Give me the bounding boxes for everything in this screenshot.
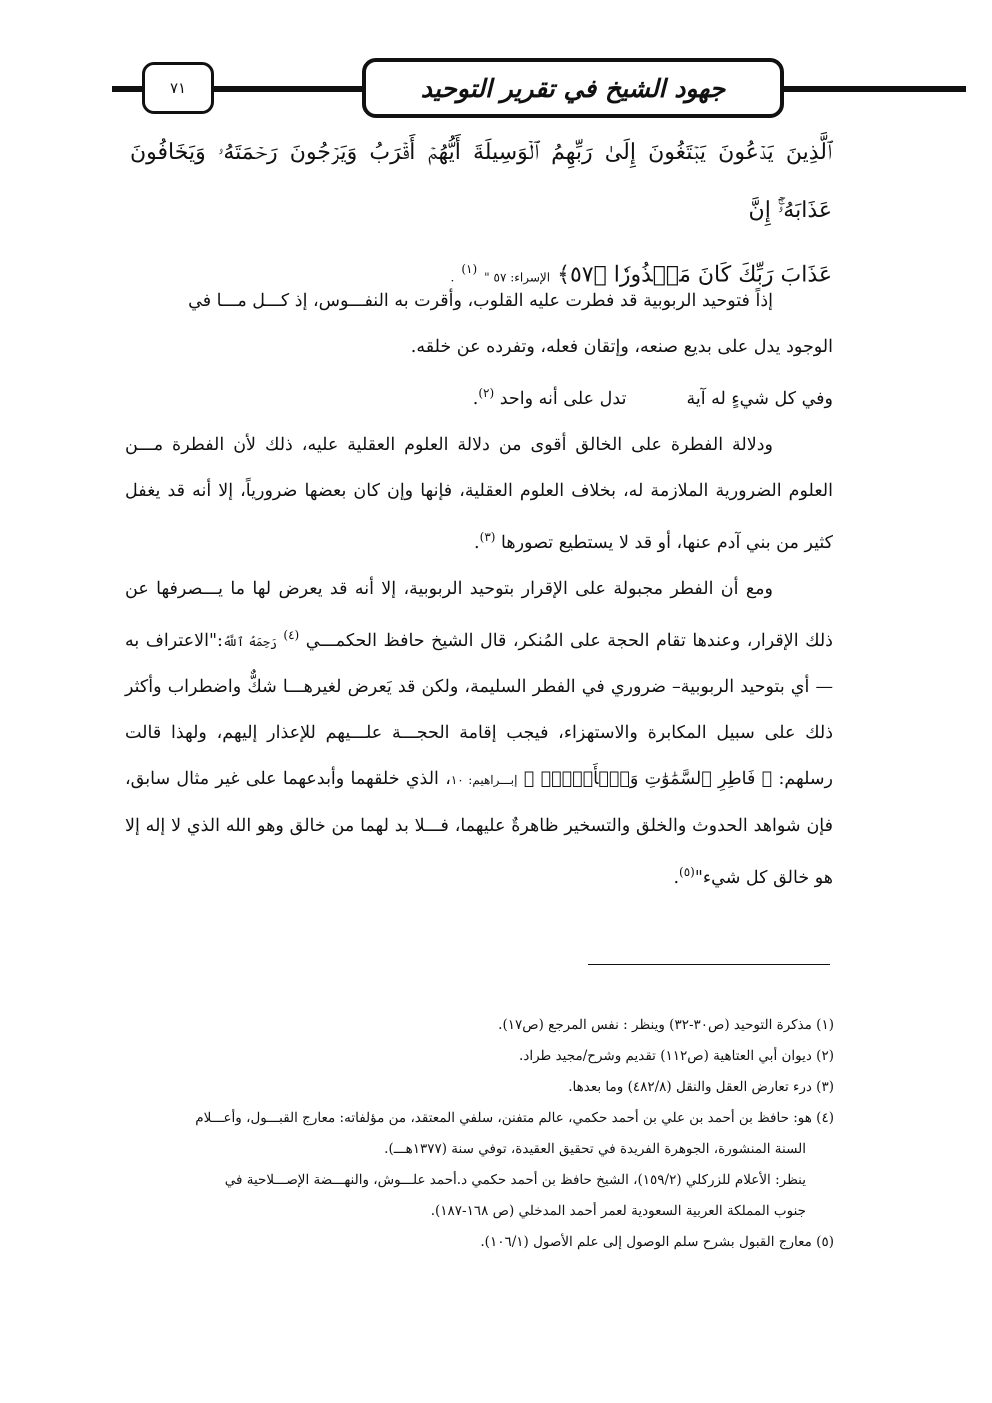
footnote-mark-1: (١)	[461, 262, 478, 276]
footnote-separator	[588, 964, 830, 965]
verse-line-2-text: عَذَابَ رَبِّكَ كَانَ مَحۡذُورٗا ﴿٥٧﴾	[557, 262, 832, 288]
footnote-4-line-3: ينظر: الأعلام للزركلي (١٥٩/٢)، الشيخ حافظ بن أحمد حكمي د.أحمد علـــوش، والنهـــضة الإصـــلاحية في	[224, 1172, 806, 1188]
paragraph-4-text-1: ومع أن الفطر مجبولة على الإقرار بتوحيد الربوبية، إلا أنه قد يعرض لها ما يـــصرفها عن ذلك الإقرار، وعندها تقام الحجة على المُنكر، قال الشيخ حافظ الحكمـــي	[125, 578, 833, 651]
body-text	[125, 278, 833, 901]
paragraph-4	[125, 566, 833, 902]
poem-hemistich-1: وفي كل شيءٍ له آية	[686, 388, 833, 409]
poem-line: وفي كل شيءٍ له آيةتدل على أنه واحد $^{(٢)}$.	[472, 386, 833, 409]
paragraph-1-line-2: الوجود يدل على بديع صنعه، وإتقان فعله، وتفرده عن خلقه.	[410, 337, 833, 357]
inline-verse-reference: إبـــراهيم: ١٠	[450, 773, 518, 788]
footnote-5: (٥) معارج القبول بشرح سلم الوصول إلى علم الأصول (١٠٦/١).	[480, 1234, 834, 1250]
paragraph-4-text-3: ، الذي خلقهما وأبدعهما على غير مثال سابق، فإن شواهد الحدوث والخلق والتسخير ظاهرةٌ عليهما، فـــلا بد لهما من خالق وهو الله الذي لا إله إلا هو خالق كل شيء"	[125, 769, 833, 889]
footnote-4-line-2: السنة المنشورة، الجوهرة الفريدة في تحقيق العقيدة، توفي سنة (١٣٧٧هـــ).	[384, 1141, 806, 1157]
paragraph-1-line-1: إذاً فتوحيد الربوبية قد فطرت عليه القلوب، وأقرت به النفـــوس، إذ كـــل مـــا في	[188, 291, 773, 311]
page-number: ٧١	[142, 62, 214, 114]
header-rule-middle	[214, 86, 362, 92]
honorific: رَحِمَهُ ٱللَّهُ	[222, 634, 277, 649]
poem-hemistich-2: تدل على أنه واحد	[499, 388, 627, 409]
footnote-mark-2: (٢)	[478, 386, 495, 400]
footnote-1: (١) مذكرة التوحيد (ص٣٠-٣٢) وينظر : نفس المرجع (ص١٧).	[498, 1017, 834, 1033]
footnote-3: (٣) درء تعارض العقل والنقل (٤٨٢/٨) وما بعدها.	[568, 1079, 834, 1095]
footnote-mark-3: (٣)	[479, 529, 496, 544]
paragraph-4-end: .	[673, 868, 680, 889]
footnote-2: (٢) ديوان أبي العتاهية (ص١١٢) تقديم وشرح/مجيد طراد.	[519, 1048, 834, 1064]
header-rule-left	[112, 86, 142, 92]
paragraph-4-text-2: :"الاعتراف به — أي بتوحيد الربوبية– ضروري في الفطر السليمة، ولكن قد يَعرض لغيرهـــا شكٌّ واضطراب وأكثر ذلك على سبيل المكابرة والاستهزاء، فيجب إقامة الحجـــة علـــيهم للإعذار إليهم، ولهذا قالت رسلهم:	[125, 630, 833, 790]
inline-verse: ﴿ فَاطِرِ ٱلسَّمَٰوَٰتِ وَٱلۡأَرۡضِۖ ﴾	[523, 769, 773, 790]
footnote-4-line-1: (٤) هو: حافظ بن أحمد بن علي بن أحمد حكمي، عالم متفنن، سلفي المعتقد، من مؤلفاته: معارج القبـــول، وأعـــلام	[195, 1110, 834, 1126]
footnote-4-line-4: جنوب المملكة العربية السعودية لعمر أحمد المدخلي (ص ١٦٨-١٨٧).	[430, 1203, 806, 1219]
running-title: جهود الشيخ في تقرير التوحيد	[362, 58, 784, 118]
verse-reference: الإسراء: ٥٧ "	[484, 270, 551, 285]
verse-end: .	[450, 270, 455, 285]
verse-line-1: ٱلَّذِينَ يَدۡعُونَ يَبۡتَغُونَ إِلَىٰ رَبِّهِمُ ٱلۡوَسِيلَةَ أَيُّهُمۡ أَقۡرَبُ وَيَرۡجُونَ رَحۡمَتَهُۥ وَيَخَافُونَ عَذَابَهُۥٓۚ إِنَّ	[130, 140, 832, 223]
paragraph-3: ودلالة الفطرة على الخالق أقوى من دلالة العلوم العقلية عليه، ذلك لأن الفطرة مـــن العلوم الضرورية الملازمة له، بخلاف العلوم العقلية، فإنها وإن كان بعضها ضرورياً، إلا أنه قد يغفل كثير من بني آدم عنها، أو قد لا يستطيع تصورها $^{(٣)}$.	[125, 434, 833, 553]
header-rule-right	[784, 86, 966, 92]
footnote-mark-5: (٥)	[679, 865, 695, 880]
paragraph-3-text: ودلالة الفطرة على الخالق أقوى من دلالة العلوم العقلية عليه، ذلك لأن الفطرة مـــن العلوم الضرورية الملازمة له، بخلاف العلوم العقلية، فإنها وإن كان بعضها ضرورياً، إلا أنه قد يغفل كثير من بني آدم عنها، أو قد لا يستطيع تصورها	[125, 434, 833, 553]
footnote-mark-4: (٤)	[283, 627, 300, 642]
footnotes	[122, 1010, 834, 1258]
